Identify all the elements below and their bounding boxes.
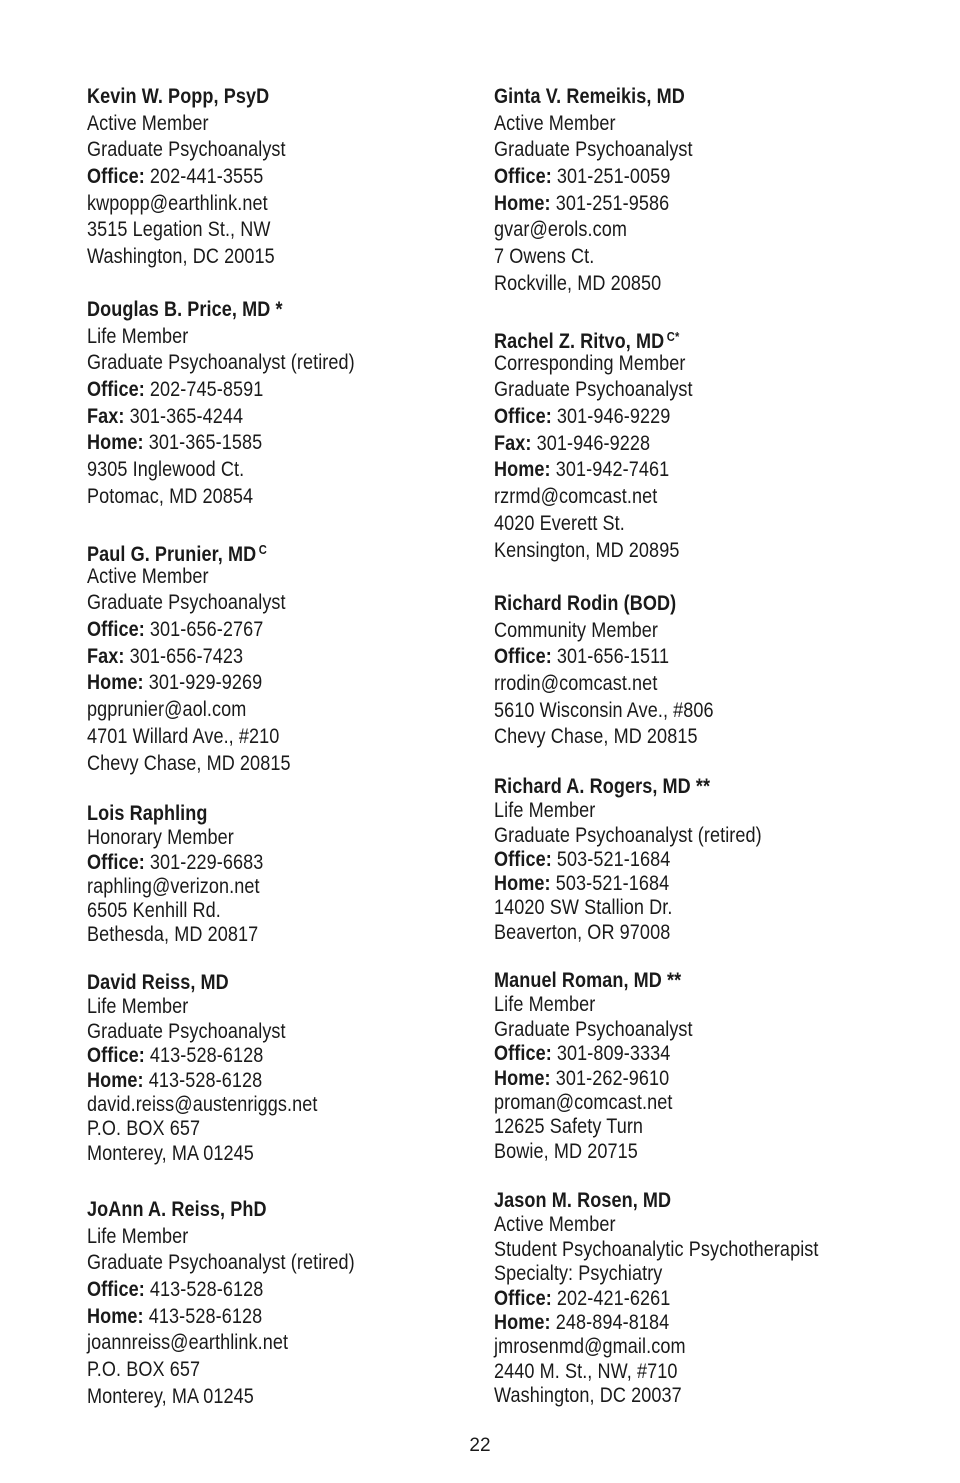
field-value: 4020 Everett St.: [494, 511, 625, 535]
field-value: 12625 Safety Turn: [494, 1115, 644, 1139]
detail-line: [87, 1142, 414, 1166]
member-name: [87, 297, 414, 324]
detail-line: [494, 896, 855, 920]
detail-line: [87, 324, 414, 351]
detail-line: [494, 993, 855, 1017]
field-value: Active Member: [87, 111, 209, 135]
contact-home-line: [494, 1067, 855, 1091]
detail-line: [87, 564, 414, 591]
detail-line: [494, 671, 855, 698]
contact-office-line: [494, 644, 855, 671]
member-name: [494, 591, 855, 618]
field-label: Home:: [87, 671, 144, 695]
detail-line: [87, 217, 414, 244]
member-name: [87, 971, 414, 995]
detail-line: [87, 137, 414, 164]
detail-line: [87, 995, 414, 1019]
member-name-text: Kevin W. Popp, PsyD: [87, 85, 270, 108]
field-value: 5610 Wisconsin Ave., #806: [494, 698, 714, 722]
field-value: Graduate Psychoanalyst: [494, 378, 693, 402]
contact-home-line: [87, 1069, 414, 1093]
detail-line: [87, 875, 414, 899]
contact-home-line: [87, 1304, 414, 1331]
contact-office-line: [87, 377, 414, 404]
field-value: 248-894-8184: [555, 1310, 670, 1334]
detail-line: [87, 111, 414, 138]
field-value: Monterey, MA 01245: [87, 1384, 254, 1408]
detail-line: [494, 217, 855, 244]
detail-line: [494, 111, 855, 138]
detail-line: [87, 350, 414, 377]
field-value: Monterey, MA 01245: [87, 1141, 254, 1165]
field-value: proman@comcast.net: [494, 1090, 673, 1114]
member-name: [87, 84, 414, 111]
member-designation: C: [258, 542, 267, 557]
detail-line: [87, 923, 414, 947]
member-entry-lois-raphling: [87, 802, 467, 948]
detail-line: [494, 921, 855, 945]
detail-line: [494, 511, 855, 538]
field-value: Graduate Psychoanalyst: [87, 1019, 286, 1043]
field-value: 301-365-4244: [129, 404, 244, 428]
field-value: 503-521-1684: [555, 872, 670, 896]
contact-fax-line: [494, 431, 855, 458]
detail-line: [87, 590, 414, 617]
detail-line: [494, 271, 855, 298]
member-name-text: Ginta V. Remeikis, MD: [494, 85, 685, 108]
field-value: 301-251-9586: [555, 191, 670, 215]
contact-office-line: [494, 848, 855, 872]
field-value: 301-656-1511: [556, 645, 670, 669]
field-value: Chevy Chase, MD 20815: [87, 751, 291, 775]
detail-line: [494, 799, 855, 823]
field-value: Chevy Chase, MD 20815: [494, 725, 698, 749]
member-name-text: Douglas B. Price, MD *: [87, 298, 283, 321]
field-value: jmrosenmd@gmail.com: [494, 1335, 686, 1359]
field-label: Office:: [87, 850, 145, 874]
contact-office-line: [494, 1042, 855, 1066]
member-entry-ginta-v-remeikis-md: [494, 84, 914, 298]
contact-fax-line: [87, 644, 414, 671]
field-value: Life Member: [494, 993, 596, 1017]
contact-home-line: [87, 430, 414, 457]
field-value: Life Member: [87, 1224, 189, 1248]
field-label: Office:: [87, 1044, 145, 1068]
detail-line: [494, 1238, 855, 1262]
member-name: [494, 969, 855, 993]
detail-line: [87, 899, 414, 923]
detail-line: [87, 1117, 414, 1141]
contact-office-line: [87, 1277, 414, 1304]
member-name-text: Paul G. Prunier, MD: [87, 543, 257, 566]
member-name-text: Manuel Roman, MD **: [494, 969, 682, 992]
field-value: Graduate Psychoanalyst: [494, 138, 693, 162]
field-value: 301-946-9228: [536, 431, 651, 455]
field-value: Bowie, MD 20715: [494, 1139, 638, 1163]
detail-line: [494, 377, 855, 404]
field-value: joannreiss@earthlink.net: [87, 1331, 289, 1355]
field-value: Corresponding Member: [494, 351, 686, 375]
field-value: Specialty: Psychiatry: [494, 1262, 663, 1286]
field-value: Beaverton, OR 97008: [494, 920, 671, 944]
detail-line: [87, 1224, 414, 1251]
field-value: 202-745-8591: [149, 378, 264, 402]
field-label: Office:: [494, 165, 552, 189]
field-value: P.O. BOX 657: [87, 1117, 201, 1141]
detail-line: [494, 1335, 855, 1359]
contact-fax-line: [87, 404, 414, 431]
member-entry-jason-m-rosen-md: [494, 1189, 914, 1409]
field-value: Graduate Psychoanalyst (retired): [87, 1251, 355, 1275]
member-entry-paul-g-prunier-md: [87, 537, 467, 777]
field-value: 202-421-6261: [556, 1286, 671, 1310]
detail-line: [494, 484, 855, 511]
field-value: 301-809-3334: [556, 1042, 671, 1066]
contact-home-line: [494, 1311, 855, 1335]
field-label: Home:: [494, 191, 551, 215]
member-entry-richard-a-rogers-md: [494, 775, 914, 945]
detail-line: [87, 1020, 414, 1044]
field-value: 301-229-6683: [149, 850, 264, 874]
field-value: Washington, DC 20037: [494, 1384, 682, 1408]
detail-line: [87, 826, 414, 850]
field-value: Community Member: [494, 618, 658, 642]
field-value: Life Member: [87, 324, 189, 348]
field-value: 6505 Kenhill Rd.: [87, 899, 221, 923]
detail-line: [494, 244, 855, 271]
field-label: Fax:: [494, 431, 532, 455]
contact-home-line: [494, 872, 855, 896]
detail-line: [494, 1140, 855, 1164]
field-value: 413-528-6128: [148, 1068, 263, 1092]
detail-line: [87, 191, 414, 218]
detail-line: [494, 1018, 855, 1042]
field-label: Home:: [494, 872, 551, 896]
field-value: 301-942-7461: [555, 458, 670, 482]
detail-line: [494, 1213, 855, 1237]
detail-line: [87, 1250, 414, 1277]
field-value: 301-365-1585: [148, 431, 263, 455]
detail-line: [494, 1115, 855, 1139]
member-name: [494, 324, 855, 351]
contact-office-line: [87, 851, 414, 875]
member-entry-rachel-z-ritvo-md: [494, 324, 914, 564]
field-label: Home:: [494, 458, 551, 482]
detail-line: [494, 1384, 855, 1408]
field-value: rrodin@comcast.net: [494, 672, 658, 696]
detail-line: [87, 1357, 414, 1384]
detail-line: [494, 824, 855, 848]
field-label: Office:: [494, 847, 552, 871]
field-value: 301-946-9229: [556, 405, 671, 429]
member-entry-manuel-roman-md: [494, 969, 914, 1164]
detail-line: [87, 1330, 414, 1357]
detail-line: [87, 244, 414, 271]
detail-line: [494, 351, 855, 378]
page-number: 22: [469, 1435, 491, 1456]
member-name-text: Richard Rodin (BOD): [494, 592, 677, 615]
field-value: Bethesda, MD 20817: [87, 923, 259, 947]
member-entry-douglas-b-price-md: [87, 297, 467, 511]
member-name: [87, 537, 414, 564]
field-label: Home:: [87, 1068, 144, 1092]
member-name-text: Richard A. Rogers, MD **: [494, 775, 711, 798]
detail-line: [87, 457, 414, 484]
field-value: 301-929-9269: [148, 671, 263, 695]
field-label: Home:: [87, 431, 144, 455]
field-value: 301-251-0059: [556, 165, 671, 189]
field-value: 301-656-7423: [129, 644, 244, 668]
detail-line: [494, 1091, 855, 1115]
field-value: Kensington, MD 20895: [494, 538, 680, 562]
field-value: Graduate Psychoanalyst: [87, 138, 286, 162]
field-value: 202-441-3555: [149, 165, 264, 189]
field-value: 413-528-6128: [149, 1044, 264, 1068]
member-designation: C*: [666, 329, 680, 344]
contact-home-line: [494, 457, 855, 484]
field-value: pgprunier@aol.com: [87, 698, 247, 722]
field-value: raphling@verizon.net: [87, 874, 260, 898]
field-value: 7 Owens Ct.: [494, 245, 595, 269]
field-value: Graduate Psychoanalyst: [87, 591, 286, 615]
field-value: Active Member: [87, 564, 209, 588]
contact-office-line: [87, 1044, 414, 1068]
field-label: Office:: [494, 1042, 552, 1066]
contact-office-line: [494, 164, 855, 191]
field-label: Office:: [87, 618, 145, 642]
field-value: Graduate Psychoanalyst: [494, 1017, 693, 1041]
field-label: Home:: [494, 1310, 551, 1334]
field-label: Office:: [494, 645, 552, 669]
member-name-text: David Reiss, MD: [87, 971, 229, 994]
field-value: rzrmd@comcast.net: [494, 485, 658, 509]
field-value: Graduate Psychoanalyst (retired): [87, 351, 355, 375]
field-value: 301-262-9610: [555, 1066, 670, 1090]
member-name: [494, 84, 855, 111]
field-label: Fax:: [87, 644, 125, 668]
member-entry-david-reiss-md: [87, 971, 467, 1166]
field-label: Office:: [87, 1278, 145, 1302]
field-value: 503-521-1684: [556, 847, 671, 871]
member-name-text: Lois Raphling: [87, 802, 208, 825]
field-value: Potomac, MD 20854: [87, 484, 254, 508]
field-label: Office:: [87, 378, 145, 402]
contact-home-line: [494, 191, 855, 218]
contact-home-line: [87, 670, 414, 697]
field-value: Active Member: [494, 1213, 616, 1237]
detail-line: [494, 618, 855, 645]
contact-office-line: [87, 164, 414, 191]
field-value: Active Member: [494, 111, 616, 135]
field-value: 2440 M. St., NW, #710: [494, 1359, 678, 1383]
detail-line: [494, 1360, 855, 1384]
field-value: david.reiss@austenriggs.net: [87, 1092, 318, 1116]
detail-line: [87, 1384, 414, 1411]
field-value: P.O. BOX 657: [87, 1358, 201, 1382]
detail-line: [87, 697, 414, 724]
detail-line: [87, 484, 414, 511]
field-label: Office:: [87, 165, 145, 189]
member-name-text: Rachel Z. Ritvo, MD: [494, 330, 665, 353]
field-value: kwpopp@earthlink.net: [87, 191, 268, 215]
detail-line: [494, 538, 855, 565]
field-value: 14020 SW Stallion Dr.: [494, 896, 673, 920]
field-label: Fax:: [87, 404, 125, 428]
field-value: gvar@erols.com: [494, 218, 627, 242]
field-value: 9305 Inglewood Ct.: [87, 458, 245, 482]
field-value: 413-528-6128: [148, 1304, 263, 1328]
field-value: 413-528-6128: [149, 1278, 264, 1302]
detail-line: [494, 1262, 855, 1286]
detail-line: [87, 724, 414, 751]
field-value: Washington, DC 20015: [87, 245, 275, 269]
contact-office-line: [494, 404, 855, 431]
field-value: Rockville, MD 20850: [494, 271, 662, 295]
field-value: Life Member: [87, 995, 189, 1019]
member-name-text: JoAnn A. Reiss, PhD: [87, 1198, 267, 1221]
field-label: Home:: [494, 1066, 551, 1090]
detail-line: [494, 137, 855, 164]
member-name: [494, 1189, 855, 1213]
detail-line: [494, 698, 855, 725]
member-entry-richard-rodin-bod: [494, 591, 914, 751]
contact-office-line: [87, 617, 414, 644]
field-value: Honorary Member: [87, 826, 234, 850]
field-value: 4701 Willard Ave., #210: [87, 724, 280, 748]
detail-line: [494, 724, 855, 751]
member-name: [494, 775, 855, 799]
field-label: Office:: [494, 405, 552, 429]
member-entry-kevin-w-popp-psyd: [87, 84, 467, 271]
member-name-text: Jason M. Rosen, MD: [494, 1189, 672, 1212]
member-name: [87, 802, 414, 826]
field-value: Student Psychoanalytic Psychotherapist: [494, 1237, 819, 1261]
field-label: Home:: [87, 1304, 144, 1328]
field-value: 301-656-2767: [149, 618, 264, 642]
contact-office-line: [494, 1287, 855, 1311]
member-entry-joann-a-reiss-phd: [87, 1197, 467, 1411]
member-name: [87, 1197, 414, 1224]
field-value: Life Member: [494, 799, 596, 823]
field-label: Office:: [494, 1286, 552, 1310]
detail-line: [87, 751, 414, 778]
field-value: Graduate Psychoanalyst (retired): [494, 823, 762, 847]
field-value: 3515 Legation St., NW: [87, 218, 271, 242]
detail-line: [87, 1093, 414, 1117]
